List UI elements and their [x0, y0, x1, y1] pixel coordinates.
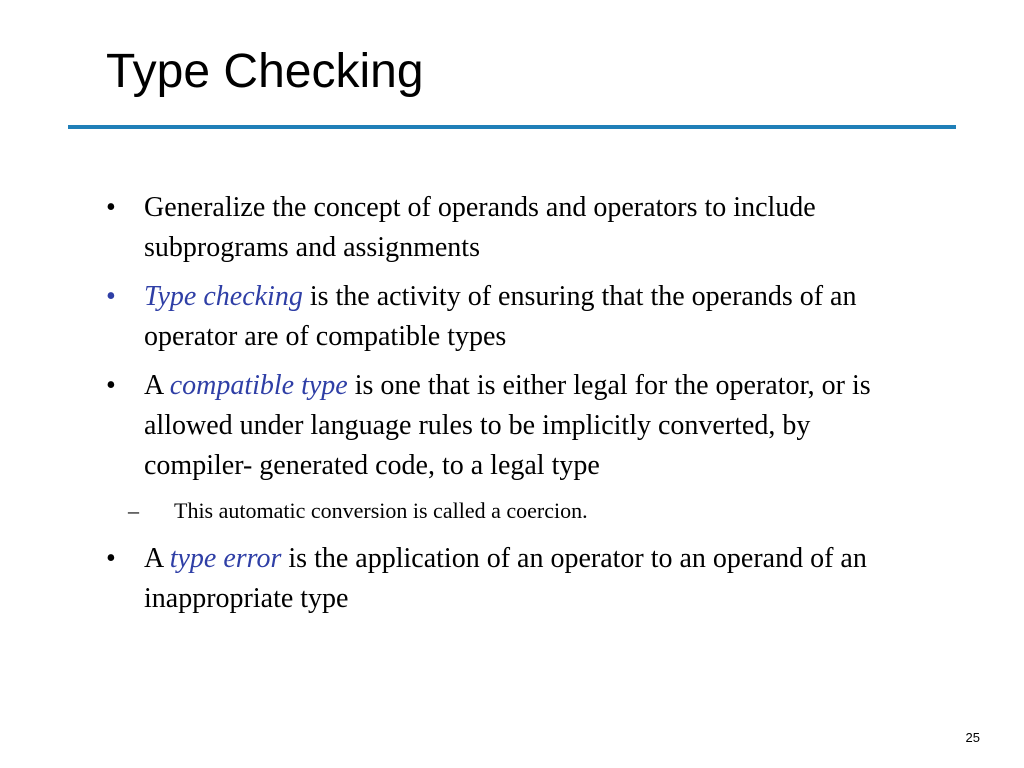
slide-body — [106, 188, 896, 628]
bullet-marker: • — [106, 370, 116, 401]
defined-term: compatible type — [169, 370, 348, 401]
bullet-lead: A — [144, 370, 170, 401]
bullet-marker: • — [106, 281, 116, 312]
bullet-item — [106, 366, 896, 486]
bullet-text: Generalize the concept of operands and operators to include subprograms and assignments — [144, 192, 816, 263]
slide-title: Type Checking — [106, 45, 424, 98]
bullet-text: is the activity of ensuring that the operands of an operator are of compatible types — [144, 281, 857, 352]
sub-bullet-item — [128, 495, 896, 527]
bullet-item — [106, 277, 896, 357]
bullet-item — [106, 539, 896, 619]
bullet-marker: • — [106, 543, 116, 574]
page-number: 25 — [965, 730, 980, 745]
sub-bullet-list — [106, 495, 896, 527]
bullet-text: is the application of an operator to an operand of an inappropriate type — [144, 543, 867, 614]
bullet-list — [106, 188, 896, 619]
bullet-item — [106, 188, 896, 268]
bullet-marker: • — [106, 192, 116, 223]
defined-term: type error — [169, 543, 282, 574]
bullet-text: is one that is either legal for the operator, or is allowed under language rules to be implicitly converted, by compiler- generated code, to a legal type — [144, 370, 871, 481]
sub-bullet-text: This automatic conversion is called a coercion. — [174, 498, 588, 523]
bullet-lead: A — [144, 543, 170, 574]
title-divider — [68, 125, 956, 129]
sub-bullet-marker: – — [128, 498, 139, 523]
defined-term: Type checking — [144, 281, 303, 312]
